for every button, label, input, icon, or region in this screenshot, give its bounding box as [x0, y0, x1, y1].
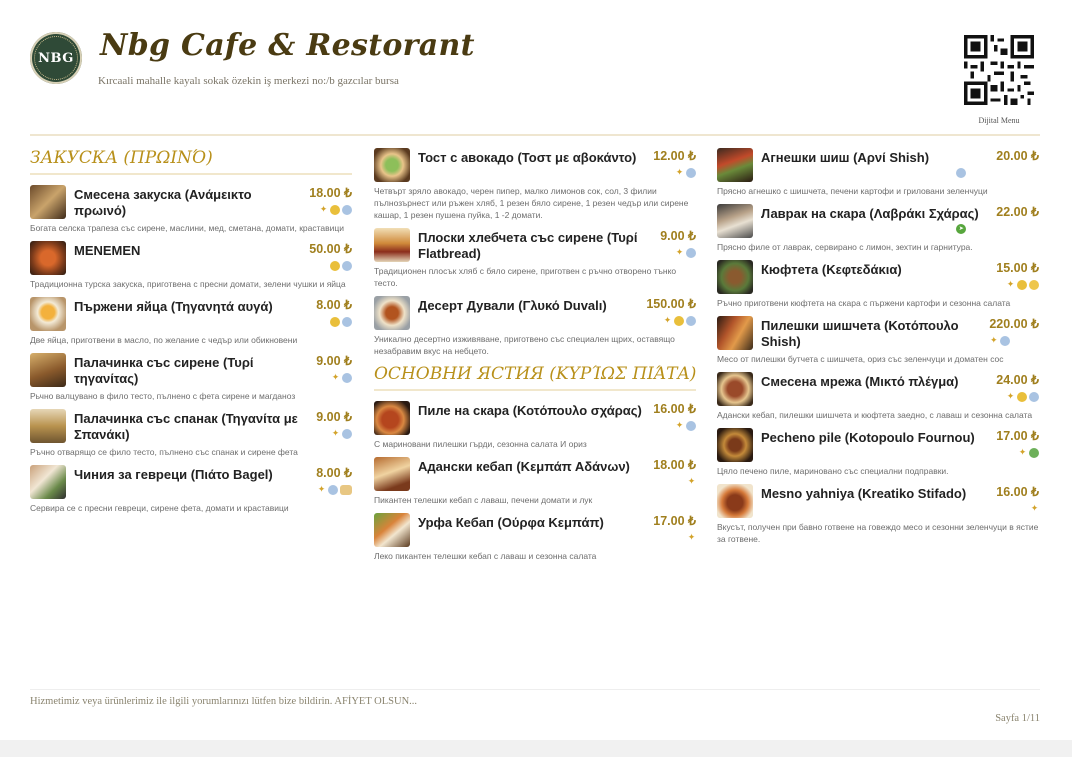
- menu-item[interactable]: [374, 148, 696, 221]
- item-name: Десерт Дували (Γλυκό Duvalı): [418, 298, 607, 313]
- qr-code-icon[interactable]: [964, 35, 1034, 105]
- food-photo: [30, 465, 66, 499]
- wheat-icon: ✦: [331, 373, 340, 383]
- item-name: Pecheno pile (Kotopoulo Fournou): [761, 430, 975, 445]
- item-price: 20.00 ₺: [996, 149, 1039, 163]
- item-price: 16.00 ₺: [653, 402, 696, 416]
- item-description: Две яйца, приготвени в масло, по желание с чедър или обикновени: [30, 335, 298, 345]
- wheat-icon: ✦: [675, 168, 684, 178]
- wheat-icon: ✦: [1018, 448, 1027, 458]
- food-photo: [717, 260, 753, 294]
- item-price: 8.00 ₺: [316, 466, 352, 480]
- qr-caption: Dijital Menu: [978, 116, 1020, 125]
- menu-column-1: [30, 148, 352, 521]
- wheat-icon: ✦: [331, 429, 340, 439]
- item-name: Смесена мрежа (Μικτό πλέγμα): [761, 374, 959, 389]
- menu-item[interactable]: [374, 228, 696, 289]
- food-photo: [30, 409, 66, 443]
- food-photo: [30, 241, 66, 275]
- section-title-main-dishes: ОСНОВНИ ЯСТИЯ (ΚΥΡΊΩΣ ΠΙΆΤΑ): [374, 364, 696, 391]
- item-description: Четвърт зряло авокадо, черен пипер, малко лимонов сок, сол, 3 филии пълнозърнест или ръжен хляб, 1 резен бяло сирене, 1 резен чедър или сирене кашар, 1 резен пушена пуйка, 1 -2 домати.: [374, 186, 689, 220]
- item-price: 9.00 ₺: [316, 410, 352, 424]
- menu-item[interactable]: [717, 204, 1039, 253]
- item-price: 220.00 ₺: [989, 317, 1039, 331]
- menu-item[interactable]: [30, 409, 352, 458]
- egg-icon: [1017, 392, 1027, 402]
- item-price: 16.00 ₺: [996, 485, 1039, 499]
- item-price: 22.00 ₺: [996, 205, 1039, 219]
- milk-icon: [342, 205, 352, 215]
- page-number: Sayfa 1/11: [995, 713, 1040, 724]
- item-description: Рьчно валцувано в фило тесто, пълнено с фета сирене и магданоз: [30, 391, 296, 401]
- menu-item[interactable]: [374, 401, 696, 450]
- item-description: Уникално десертно изживяване, приготвено със специален щрих, оставящо незабравим вкус на небцето.: [374, 334, 675, 356]
- milk-icon: [342, 429, 352, 439]
- leaf-icon: [1029, 448, 1039, 458]
- header-divider: [30, 134, 1040, 136]
- item-price: 9.00 ₺: [316, 354, 352, 368]
- footer-note: Hizmetimiz veya ürünlerimiz ile ilgili yorumlarınızı lütfen bize bildirin. AFİYET OLSUN...: [30, 696, 418, 707]
- menu-column-2: [374, 148, 696, 569]
- item-name: Палачинка със сирене (Τυρί τηγανίτας): [74, 355, 254, 386]
- item-description: Богата селска трапеза със сирене, маслини, мед, сметана, домати, краставици: [30, 223, 345, 233]
- menu-item[interactable]: [374, 513, 696, 562]
- egg-icon: [1017, 280, 1027, 290]
- food-photo: [717, 204, 753, 238]
- egg-icon: [330, 317, 340, 327]
- menu-item[interactable]: [717, 428, 1039, 477]
- menu-item[interactable]: [717, 260, 1039, 309]
- item-name: Смесена закуска (Ανάμεικτο πρωινό): [74, 187, 252, 218]
- menu-item[interactable]: [717, 484, 1039, 545]
- food-photo: [30, 185, 66, 219]
- menu-item[interactable]: [374, 457, 696, 506]
- item-price: 50.00 ₺: [309, 242, 352, 256]
- nut-icon: [1029, 280, 1039, 290]
- logo-text: NBG: [38, 50, 74, 66]
- milk-icon: [1000, 336, 1010, 346]
- milk-icon: [686, 421, 696, 431]
- item-name: Агнешки шиш (Αρνί Shish): [761, 150, 930, 165]
- egg-icon: [674, 316, 684, 326]
- item-name: Тост с авокадо (Τοστ με αβοκάντο): [418, 150, 637, 165]
- milk-icon: [328, 485, 338, 495]
- food-photo: [717, 372, 753, 406]
- menu-item[interactable]: [30, 465, 352, 514]
- item-price: 18.00 ₺: [653, 458, 696, 472]
- item-description: Пикантен телешки кебап с лаваш, печени домати и лук: [374, 495, 593, 505]
- milk-icon: [342, 373, 352, 383]
- item-description: Прясно агнешко с шишчета, печени картофи и гриловани зеленчуци: [717, 186, 988, 196]
- milk-icon: [686, 248, 696, 258]
- wheat-icon: ✦: [319, 205, 328, 215]
- food-photo: [374, 228, 410, 262]
- menu-item[interactable]: [30, 241, 352, 290]
- footer-divider: [30, 689, 1040, 690]
- wheat-icon: ✦: [1006, 392, 1015, 402]
- wheat-icon: ✦: [675, 421, 684, 431]
- item-description: Традиционен плосък хляб с бяло сирене, приготвен с ръчно отворено тънко тесто.: [374, 266, 677, 288]
- milk-icon: [342, 261, 352, 271]
- item-price: 12.00 ₺: [653, 149, 696, 163]
- menu-item[interactable]: [30, 353, 352, 402]
- menu-item[interactable]: [717, 148, 1039, 197]
- item-description: Вкусът, получен при бавно готвене на говеждо месо и сезонни зеленчуци в ястие за готвене.: [717, 522, 1039, 544]
- item-description: Ръчно приготвени кюфтета на скара с пържени картофи и сезонна салата: [717, 298, 1011, 308]
- item-description: Месо от пилешки бутчета с шишчета, ориз със зеленчуци и доматен сос: [717, 354, 1004, 364]
- menu-item[interactable]: [30, 185, 352, 234]
- item-name: Пиле на скара (Κοτόπουλο σχάρας): [418, 403, 642, 418]
- item-name: Плоски хлебчета със сирене (Τυρί Flatbread): [418, 230, 638, 261]
- bread-icon: [340, 485, 352, 495]
- item-description: Адански кебап, пилешки шишчета и кюфтета заедно, с лаваш и сезонна салата: [717, 410, 1033, 420]
- food-photo: [30, 353, 66, 387]
- wheat-icon: ✦: [1030, 504, 1039, 514]
- restaurant-name: Nbg Cafe & Restorant: [100, 28, 475, 63]
- food-photo: [374, 513, 410, 547]
- food-photo: [717, 148, 753, 182]
- item-description: Традиционна турска закуска, приготвена с пресни домати, зелени чушки и яйца: [30, 279, 346, 289]
- restaurant-address: Kırcaali mahalle kayalı sokak özekin iş merkezi no:/b gazcılar bursa: [98, 75, 399, 87]
- food-photo: [717, 484, 753, 518]
- egg-icon: [330, 205, 340, 215]
- item-name: Чиния за гевреци (Πιάτο Bagel): [74, 467, 273, 482]
- item-price: 17.00 ₺: [653, 514, 696, 528]
- food-photo: [374, 401, 410, 435]
- milk-icon: [956, 168, 966, 178]
- item-description: Прясно филе от лаврак, сервирано с лимон, зехтин и гарнитура.: [717, 242, 973, 252]
- item-name: Адански кебап (Κεμπάπ Αδάνων): [418, 459, 630, 474]
- wheat-icon: ✦: [1006, 280, 1015, 290]
- item-price: 15.00 ₺: [996, 261, 1039, 275]
- food-photo: [374, 296, 410, 330]
- item-price: 150.00 ₺: [646, 297, 696, 311]
- milk-icon: [342, 317, 352, 327]
- item-description: С мариновани пилешки гърди, сезонна салата И ориз: [374, 439, 587, 449]
- section-title-breakfast: ЗАКУСКА (ΠΡΩΙΝΌ): [30, 148, 352, 175]
- restaurant-logo: [30, 32, 82, 84]
- item-name: Mesno yahniya (Kreatiko Stifado): [761, 486, 967, 501]
- item-name: Кюфтета (Κεφτεδάκια): [761, 262, 902, 277]
- item-description: Леко пикантен телешки кебап с лаваш и сезонна салата: [374, 551, 597, 561]
- item-description: Ръчно отварящо се фило тесто, пълнено със спанак и сирене фета: [30, 447, 298, 457]
- item-price: 18.00 ₺: [309, 186, 352, 200]
- menu-column-3: [717, 148, 1039, 552]
- item-description: Цяло печено пиле, мариновано със специални подправки.: [717, 466, 949, 476]
- menu-item[interactable]: [30, 297, 352, 346]
- wheat-icon: ✦: [990, 336, 998, 346]
- wheat-icon: ✦: [687, 533, 696, 543]
- item-name: Палачинка със спанак (Τηγανίτα με Σπανάκι): [74, 411, 298, 442]
- menu-item[interactable]: [374, 296, 696, 357]
- item-price: 17.00 ₺: [996, 429, 1039, 443]
- milk-icon: [686, 168, 696, 178]
- egg-icon: [330, 261, 340, 271]
- item-description: Сервира се с пресни гевреци, сирене фета, домати и краставици: [30, 503, 289, 513]
- item-name: Урфа Кебап (Ούρφα Κεμπάπ): [418, 515, 604, 530]
- item-name: Пилешки шишчета (Κοτόπουλο Shish): [761, 318, 959, 349]
- item-price: 8.00 ₺: [316, 298, 352, 312]
- wheat-icon: ✦: [675, 248, 684, 258]
- wheat-icon: ✦: [317, 485, 326, 495]
- milk-icon: [1029, 392, 1039, 402]
- food-photo: [717, 316, 753, 350]
- item-name: Пържени яйца (Τηγανητά αυγά): [74, 299, 273, 314]
- menu-item[interactable]: [717, 316, 1039, 365]
- item-name: MENEMEN: [74, 243, 141, 258]
- wheat-icon: ✦: [687, 477, 696, 487]
- item-name: Лаврак на скара (Λαβράκι Σχάρας): [761, 206, 979, 221]
- milk-icon: [686, 316, 696, 326]
- food-photo: [374, 457, 410, 491]
- item-price: 9.00 ₺: [660, 229, 696, 243]
- menu-item[interactable]: [717, 372, 1039, 421]
- food-photo: [374, 148, 410, 182]
- food-photo: [30, 297, 66, 331]
- wheat-icon: ✦: [663, 316, 672, 326]
- vegetable-icon: ➤: [956, 224, 966, 234]
- food-photo: [717, 428, 753, 462]
- item-price: 24.00 ₺: [996, 373, 1039, 387]
